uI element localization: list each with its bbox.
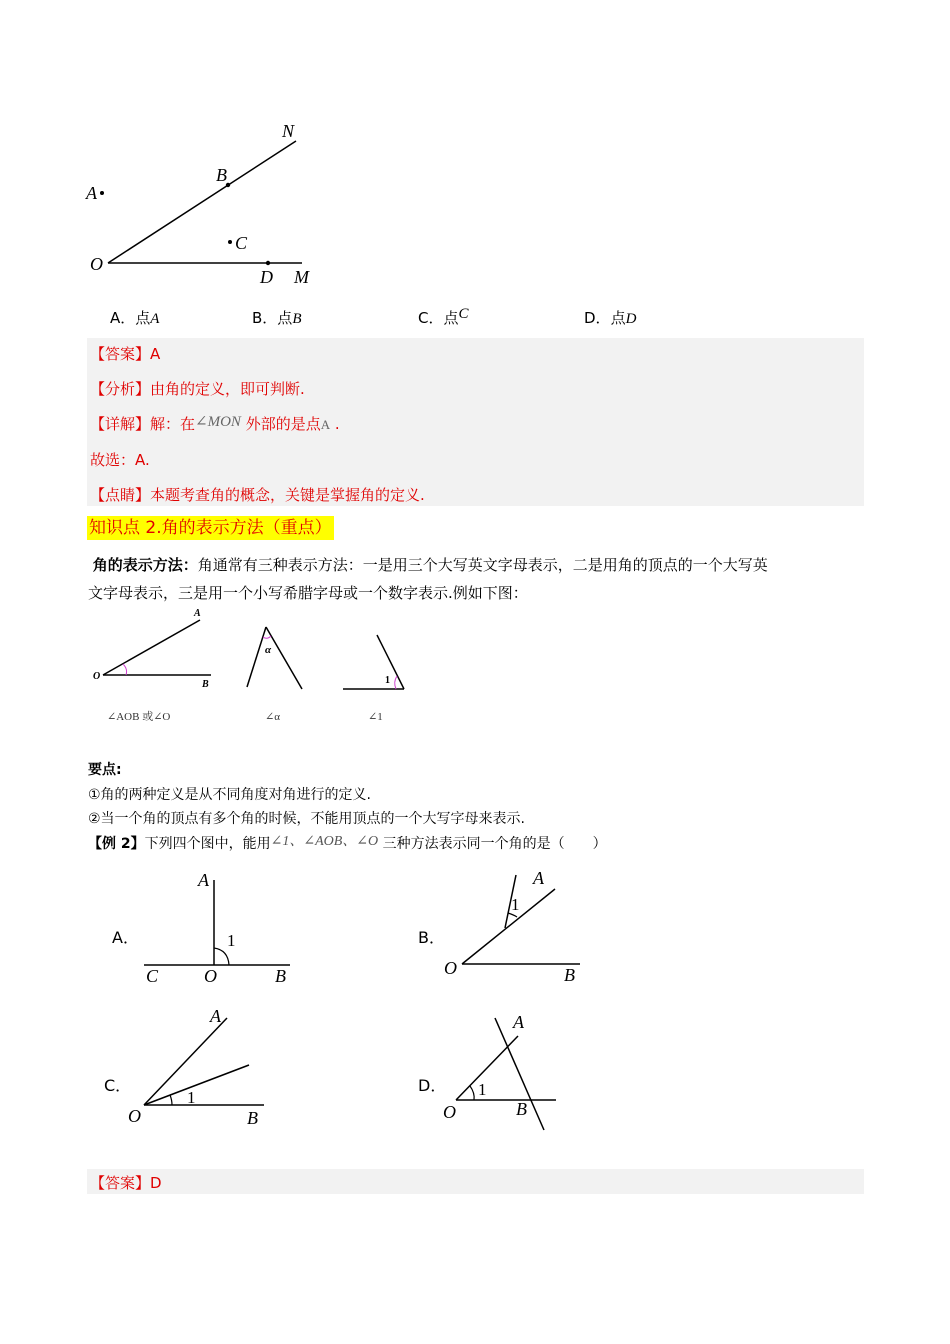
q1-analysis: 【分析】由角的定义，即可判断. [90, 380, 305, 398]
qa-label-o: O [204, 966, 217, 986]
qc-label-a: A [210, 1006, 221, 1026]
point-c [228, 240, 232, 244]
qb-label-one: 1 [511, 895, 520, 914]
q2-answer: 【答案】D [90, 1174, 162, 1192]
qd-label-one: 1 [478, 1080, 487, 1099]
section-paragraph: 角的表示方法：角通常有三种表示方法：一是用三个大写英文字母表示，二是用角的顶点的一个大写英 文字母表示，三是用一个小写希腊字母或一个数字表示.例如下图： [88, 556, 768, 602]
label-b: B [216, 165, 227, 185]
label-m: M [294, 267, 309, 287]
q2-figure-d [440, 1006, 580, 1136]
q2-option-d-label[interactable]: D． [418, 1076, 447, 1095]
qb-ray-oa [462, 889, 555, 964]
qc-arc [170, 1095, 172, 1105]
qb-label-a: A [533, 868, 544, 888]
fig1-label-o: O [93, 671, 101, 682]
qc-ray-oa [144, 1018, 227, 1105]
ray-on [108, 141, 296, 263]
q2-figure-c [124, 1004, 294, 1129]
q2-solution-panel [87, 1169, 864, 1194]
fig3-caption: ∠1 [368, 711, 383, 723]
qd-arc [470, 1086, 474, 1100]
qc-ray-mid [144, 1065, 249, 1105]
qd-label-b: B [516, 1099, 527, 1119]
qa-label-a: A [198, 870, 209, 890]
fig1-arc [123, 664, 127, 675]
q2-option-a-label[interactable]: A． [112, 928, 139, 947]
key-point-2: ②当一个角的顶点有多个角的时候，不能用顶点的一个大写字母来表示. [88, 811, 525, 827]
point-a [100, 191, 104, 195]
qc-label-b: B [247, 1108, 258, 1128]
q2-stem: 【例 2】下列四个图中，能用∠1、∠AOB、∠O 三种方法表示同一个角的是（ ） [88, 834, 607, 852]
q1-diagram [80, 115, 330, 295]
qa-arc [214, 948, 229, 965]
label-a: A [86, 183, 97, 203]
fig2-caption: ∠α [265, 711, 280, 723]
q1-choose: 故选：A. [90, 451, 150, 469]
fig3-arc [395, 676, 397, 689]
label-c: C [235, 233, 248, 253]
qa-label-b: B [275, 966, 286, 986]
q2-figure-b [438, 866, 598, 986]
q1-option-a[interactable]: A．点A [110, 309, 160, 327]
qc-label-one: 1 [187, 1088, 196, 1107]
key-title: 要点: [88, 762, 122, 778]
fig1-label-b: B [202, 679, 209, 690]
key-point-1: ①角的两种定义是从不同角度对角进行的定义. [88, 787, 371, 803]
qb-label-o: O [444, 958, 457, 978]
q1-comment: 【点睛】本题考查角的概念，关键是掌握角的定义. [90, 486, 425, 504]
fig2-side-left [247, 627, 266, 687]
fig1-ray-oa [103, 620, 200, 675]
fig3-side-slant [377, 635, 404, 689]
q2-option-c-label[interactable]: C． [104, 1076, 132, 1095]
q1-option-d[interactable]: D．点D [584, 309, 637, 327]
qb-label-b: B [564, 965, 575, 985]
q2-figure-a [140, 866, 300, 986]
fig2-arc [263, 636, 271, 638]
fig2-alpha: α [265, 644, 272, 656]
fig2-side-right [266, 627, 302, 689]
qd-label-a: A [513, 1012, 524, 1032]
fig3-one: 1 [385, 675, 390, 686]
angle-notation-figures [85, 603, 425, 731]
qa-label-c: C [146, 966, 159, 986]
qd-label-o: O [443, 1102, 456, 1122]
q1-option-b[interactable]: B．点B [252, 309, 302, 327]
label-d: D [260, 267, 273, 287]
fig1-label-a: A [194, 608, 201, 619]
label-o: O [90, 254, 103, 274]
qc-label-o: O [128, 1106, 141, 1126]
qd-ray-oa [456, 1036, 518, 1100]
label-n: N [282, 121, 295, 141]
fig1-caption: ∠AOB 或∠O [107, 711, 171, 723]
point-d [266, 261, 270, 265]
q2-option-b-label[interactable]: B． [418, 928, 445, 947]
section-heading: 知识点 2.角的表示方法（重点） [89, 518, 332, 538]
q1-option-c[interactable]: C．点C [418, 306, 469, 327]
q1-detail: 【详解】解：在∠MON 外部的是点A . [90, 414, 340, 433]
q1-answer: 【答案】A [90, 345, 161, 363]
qa-label-one: 1 [227, 931, 236, 950]
